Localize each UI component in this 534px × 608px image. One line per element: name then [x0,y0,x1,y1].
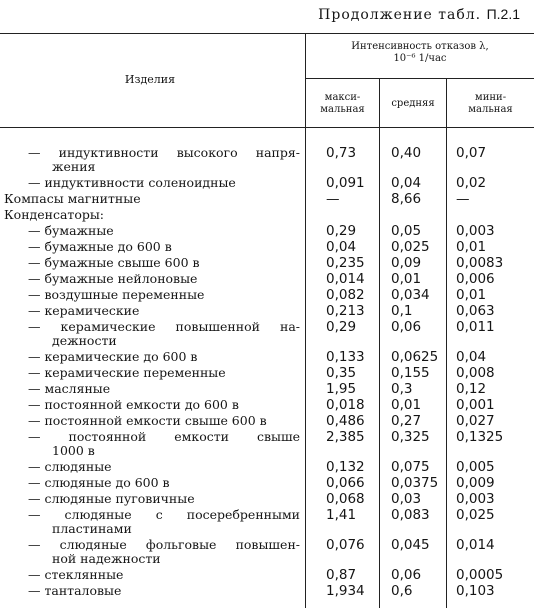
row-name [28,414,300,428]
cell-avg: 0,155 [391,365,430,381]
cell-avg: 0,05 [391,223,422,239]
cell-min: 0,011 [456,319,495,335]
row-name-line: — постоянной емкости свыше 600 в [28,413,267,428]
row-name-line: — слюдяные фольговые повышен- [28,537,300,552]
cell-avg: 0,04 [391,175,422,191]
row-name [28,224,300,238]
row-name-line: — масляные [28,381,111,396]
cell-avg: 0,03 [391,491,422,507]
table-top-rule [0,33,534,34]
row-name-line: жения [52,159,96,174]
subheader-rule [305,78,534,79]
row-name-line: — керамические [28,303,140,318]
cell-avg: 0,06 [391,567,422,583]
cell-max: 0,132 [326,459,365,475]
row-name [28,350,300,364]
cell-avg: 0,3 [391,381,413,397]
column-divider-2 [379,78,380,608]
cell-avg: 0,6 [391,583,413,599]
row-name-line: — постоянной емкости до 600 в [28,397,239,412]
cell-max: 0,213 [326,303,365,319]
row-name-line: — бумажные [28,223,114,238]
row-name [28,430,300,458]
cell-max: 0,29 [326,223,357,239]
row-name [28,366,300,380]
cell-avg: 0,083 [391,507,430,523]
cell-avg: 0,0625 [391,349,439,365]
caption-text: Продолжение табл. [318,7,482,23]
row-name-line: — танталовые [28,583,122,598]
row-name [4,192,276,206]
cell-min: 0,003 [456,491,495,507]
row-name-line: — керамические до 600 в [28,349,198,364]
cell-min: 0,07 [456,145,487,161]
row-name [28,256,300,270]
header-avg: средняя [391,98,435,109]
cell-min: 0,0083 [456,255,504,271]
row-name-line: — слюдяные с посеребренными [28,507,300,522]
cell-max: 0,235 [326,255,365,271]
failure-rate-table [0,30,534,608]
row-name [28,476,300,490]
cell-max: 1,41 [326,507,357,523]
cell-max: 0,133 [326,349,365,365]
cell-avg: 0,034 [391,287,430,303]
cell-max: 0,29 [326,319,357,335]
cell-avg: 0,01 [391,271,422,287]
table-caption [318,6,520,23]
row-name-line: пластинами [52,521,132,536]
row-name-line: ной надежности [52,551,161,566]
cell-min: 0,025 [456,507,495,523]
cell-min: 0,01 [456,239,487,255]
cell-max: 0,018 [326,397,365,413]
row-name-line: Конденсаторы: [4,207,105,222]
row-name [28,288,300,302]
cell-max: 0,091 [326,175,365,191]
cell-avg: 0,045 [391,537,430,553]
header-rate-label: Интенсивность отказов λ, [351,41,489,52]
row-name [28,272,300,286]
row-name [28,584,300,598]
row-name-line: — индуктивности высокого напря- [28,145,300,160]
row-name-line: — бумажные до 600 в [28,239,172,254]
cell-max: 0,35 [326,365,357,381]
cell-min: 0,009 [456,475,495,491]
header-items: Изделия [124,73,176,86]
row-name [28,460,300,474]
cell-min: 0,006 [456,271,495,287]
row-name-line: — постоянной емкости свыше [28,429,300,444]
cell-min: 0,014 [456,537,495,553]
cell-avg: 0,06 [391,319,422,335]
header-min-line-1: мини- [474,92,507,103]
header-min [447,92,534,116]
row-name-line: — слюдяные [28,459,112,474]
row-name [28,538,300,566]
row-name [28,398,300,412]
cell-min: 0,01 [456,287,487,303]
cell-max: 0,082 [326,287,365,303]
cell-max: 0,486 [326,413,365,429]
row-name-line: — слюдяные до 600 в [28,475,170,490]
row-name-line: дежности [52,333,117,348]
cell-avg: 0,40 [391,145,422,161]
cell-min: 0,005 [456,459,495,475]
cell-avg: 0,01 [391,397,422,413]
cell-avg: 0,1 [391,303,413,319]
header-min-line-2: мальная [468,104,513,115]
column-divider-3 [446,78,447,608]
row-name-line: — стеклянные [28,567,124,582]
cell-avg: 0,0375 [391,475,439,491]
cell-min: 0,027 [456,413,495,429]
cell-avg: 0,075 [391,459,430,475]
row-name-line: — бумажные свыше 600 в [28,255,200,270]
cell-min: 0,0005 [456,567,504,583]
cell-min: 0,001 [456,397,495,413]
row-name-line: Компасы магнитные [4,191,141,206]
row-name [28,176,300,190]
header-rate [306,41,534,65]
cell-min: 0,12 [456,381,487,397]
cell-max: 0,04 [326,239,357,255]
row-name [28,240,300,254]
header-bottom-rule [0,127,534,128]
cell-max: 0,068 [326,491,365,507]
row-name [28,508,300,536]
row-name-line: — керамические переменные [28,365,226,380]
cell-min: 0,02 [456,175,487,191]
cell-min: 0,063 [456,303,495,319]
cell-min: 0,103 [456,583,495,599]
cell-avg: 0,09 [391,255,422,271]
header-rate-unit: 10⁻⁶ 1/час [393,53,447,64]
cell-avg: 8,66 [391,191,422,207]
cell-max: 1,95 [326,381,357,397]
row-name [4,208,276,222]
row-name [28,146,300,174]
cell-max: 2,385 [326,429,365,445]
cell-max: 0,076 [326,537,365,553]
row-name-line: 1000 в [52,443,95,458]
row-name-line: — слюдяные пуговичные [28,491,195,506]
cell-max: 0,73 [326,145,357,161]
row-name-line: — воздушные переменные [28,287,205,302]
header-max [306,92,379,116]
row-name-line: — бумажные нейлоновые [28,271,198,286]
caption-number: П.2.1 [486,6,520,22]
cell-max: 1,934 [326,583,365,599]
cell-min: 0,1325 [456,429,504,445]
cell-min: 0,003 [456,223,495,239]
cell-min: 0,008 [456,365,495,381]
cell-max: — [326,191,340,207]
header-max-line-1: макси- [324,92,361,103]
column-divider-1 [305,33,306,608]
cell-max: 0,87 [326,567,357,583]
row-name [28,568,300,582]
cell-min: — [456,191,470,207]
cell-avg: 0,325 [391,429,430,445]
row-name [28,492,300,506]
row-name-line: — индуктивности соленоидные [28,175,236,190]
cell-avg: 0,27 [391,413,422,429]
row-name-line: — керамические повышенной на- [28,319,300,334]
cell-avg: 0,025 [391,239,430,255]
row-name [28,320,300,348]
cell-max: 0,066 [326,475,365,491]
row-name [28,382,300,396]
header-max-line-2: мальная [320,104,365,115]
cell-min: 0,04 [456,349,487,365]
row-name [28,304,300,318]
cell-max: 0,014 [326,271,365,287]
